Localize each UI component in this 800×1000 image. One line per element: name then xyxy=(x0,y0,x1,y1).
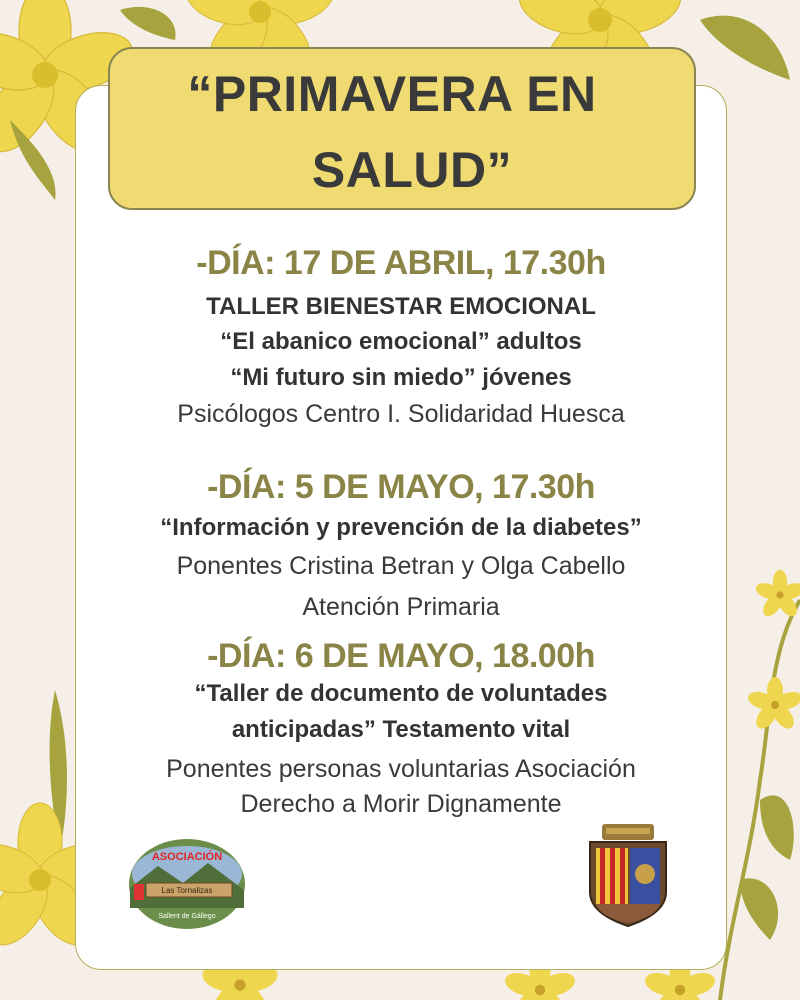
leaf xyxy=(740,878,778,940)
event-title: “Mi futuro sin miedo” jóvenes xyxy=(230,364,572,391)
association-logo-top: ASOCIACIÓN xyxy=(151,851,223,863)
event-title: anticipadas” Testamento vital xyxy=(231,716,571,743)
event-speakers: Derecho a Morir Dignamente xyxy=(240,790,562,818)
event-date: -DÍA: 6 DE MAYO, 18.00h xyxy=(207,637,595,675)
event-speakers: Ponentes personas voluntarias Asociación xyxy=(166,755,636,783)
event-date: -DÍA: 17 DE ABRIL, 17.30h xyxy=(196,244,606,282)
event-title: “Taller de documento de voluntades xyxy=(194,680,608,707)
event-date: -DÍA: 5 DE MAYO, 17.30h xyxy=(207,468,595,506)
small-flower-right xyxy=(754,570,800,620)
title-line-1: “PRIMAVERA EN xyxy=(187,66,597,122)
event-title: “El abanico emocional” adultos xyxy=(220,328,582,355)
trail-sign-icon xyxy=(134,884,144,900)
coat-of-arms-icon xyxy=(580,822,676,928)
leaf xyxy=(120,7,176,40)
event-speakers: Psicólogos Centro I. Solidaridad Huesca xyxy=(177,400,625,428)
event-title: “Información y prevención de la diabetes” xyxy=(160,514,642,541)
title-line-2: SALUD” xyxy=(311,142,513,198)
association-logo xyxy=(128,838,246,930)
event-title: TALLER BIENESTAR EMOCIONAL xyxy=(206,293,596,320)
leaf xyxy=(760,795,794,860)
title-box xyxy=(108,47,696,210)
leaf xyxy=(700,16,790,80)
event-speakers: Ponentes Cristina Betran y Olga Cabello xyxy=(176,552,626,580)
association-logo-sign: Las Tornalizas xyxy=(161,886,213,895)
event-speakers: Atención Primaria xyxy=(302,593,500,621)
small-flower-right xyxy=(746,677,800,732)
association-logo-bottom: Sallent de Gállego xyxy=(158,913,216,920)
